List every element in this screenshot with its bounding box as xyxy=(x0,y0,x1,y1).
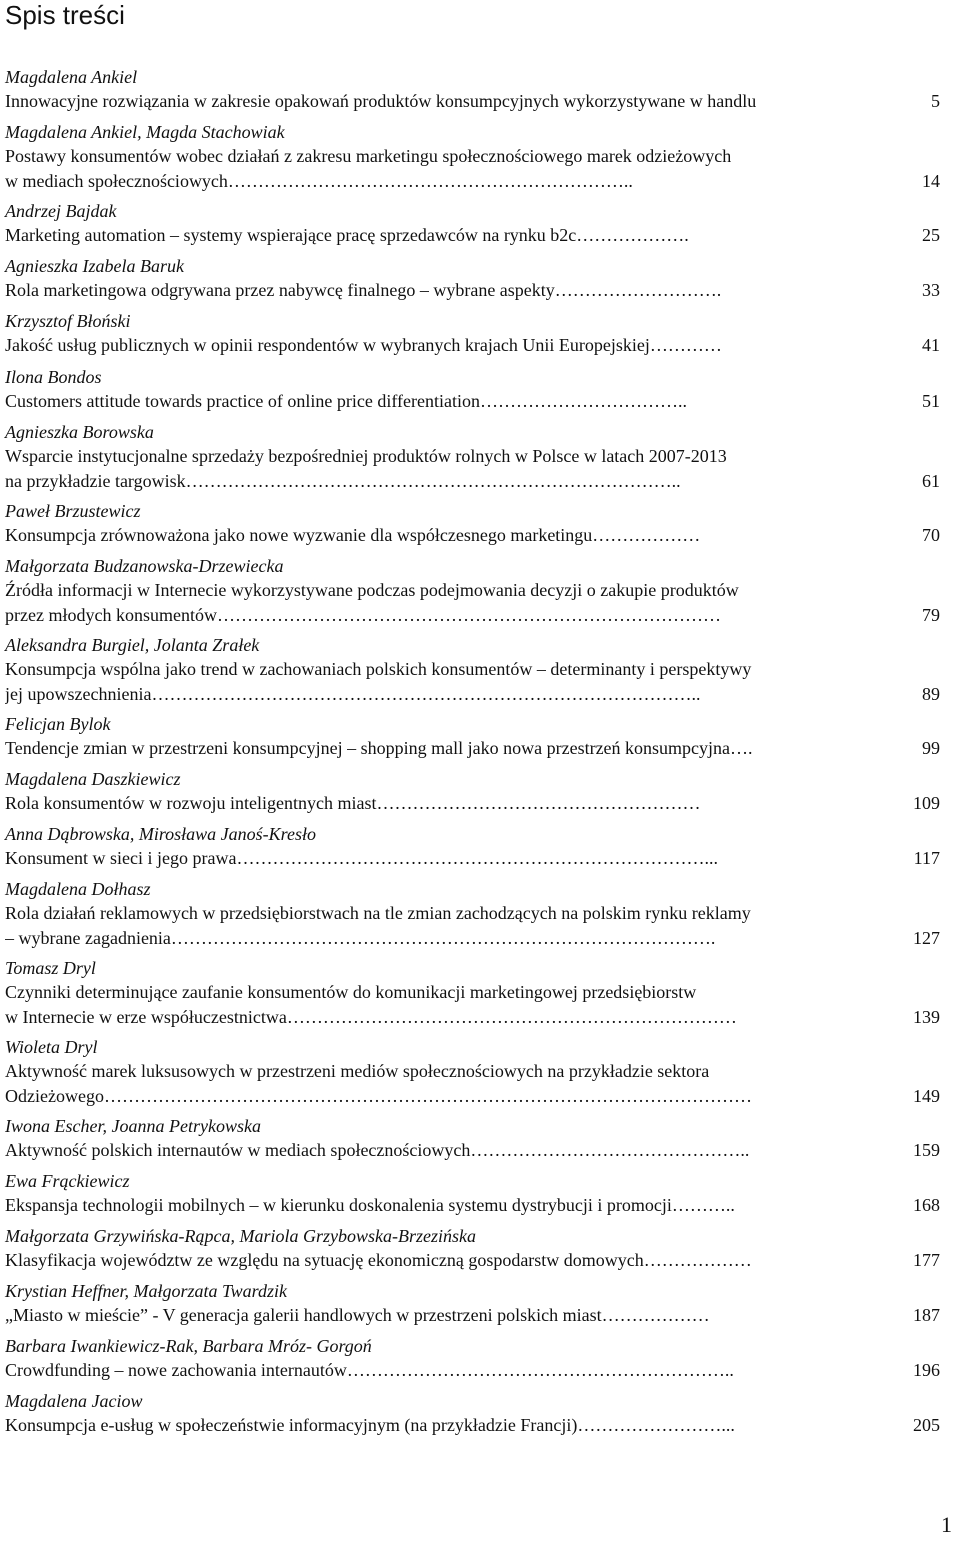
entry-title-line: Źródła informacji w Internecie wykorzystywane podczas podejmowania decyzji o zakupie produktów xyxy=(5,580,739,600)
toc-entry xyxy=(5,1335,940,1383)
entry-title xyxy=(5,1193,940,1218)
entry-author: Iwona Escher, Joanna Petrykowska xyxy=(5,1116,261,1136)
entry-author: Anna Dąbrowska, Mirosława Janoś-Kresło xyxy=(5,824,317,844)
entry-title-line: Postawy konsumentów wobec działań z zakresu marketingu społecznościowego marek odzieżowych xyxy=(5,146,732,166)
entry-page-number: 33 xyxy=(922,280,940,300)
toc-entry xyxy=(5,1390,940,1438)
entry-title-line: Konsumpcja wspólna jako trend w zachowaniach polskich konsumentów – determinanty i perspektywy xyxy=(5,659,752,679)
entry-author: Małgorzata Grzywińska-Rąpca, Mariola Grzybowska-Brzezińska xyxy=(5,1226,476,1246)
entry-author: Agnieszka Borowska xyxy=(5,422,154,442)
entry-page-number: 149 xyxy=(913,1085,940,1106)
entry-title xyxy=(5,1303,940,1328)
entry-title-line: Tendencje zmian w przestrzeni konsumpcyjnej – shopping mall jako nowa przestrzeń konsumpcyjna…. xyxy=(5,738,753,758)
entry-title-line: na przykładzie targowisk……………………………………………………………………….. xyxy=(5,470,681,491)
entry-author: Magdalena Jaciow xyxy=(5,1391,143,1411)
entry-page-number: 99 xyxy=(922,738,940,758)
entry-page-number: 89 xyxy=(922,683,940,704)
toc-entry xyxy=(5,1036,940,1108)
entry-title-line: Rola marketingowa odgrywana przez nabywcę finalnego – wybrane aspekty………………………. xyxy=(5,280,722,300)
entry-title xyxy=(5,89,940,114)
toc-entry xyxy=(5,366,940,414)
toc-entry xyxy=(5,713,940,761)
entry-title-line: „Miasto w mieście” - V generacja galerii handlowych w przestrzeni polskich miast……………… xyxy=(5,1305,710,1325)
entry-page-number: 79 xyxy=(922,604,940,625)
entry-author: Barbara Iwankiewicz-Rak, Barbara Mróz- Gorgoń xyxy=(5,1336,372,1356)
entry-title-line: w mediach społecznościowych………………………………………………………….. xyxy=(5,170,633,191)
entry-author: Magdalena Dołhasz xyxy=(5,879,151,899)
entry-page-number: 187 xyxy=(913,1305,940,1325)
entry-page-number: 139 xyxy=(913,1006,940,1027)
entry-title-line: jej upowszechnienia……………………………………………………………………………….. xyxy=(5,683,701,704)
entry-title xyxy=(5,223,940,248)
toc-entry xyxy=(5,957,940,1029)
entry-page-number: 205 xyxy=(913,1415,940,1435)
entry-page-number: 159 xyxy=(913,1140,940,1160)
entry-title xyxy=(5,1358,940,1383)
entry-page-number: 177 xyxy=(913,1250,940,1270)
entry-author: Krzysztof Błoński xyxy=(5,311,131,331)
page-title: Spis treści xyxy=(5,0,125,30)
toc-entry xyxy=(5,200,940,248)
entry-author: Ilona Bondos xyxy=(5,367,102,387)
entry-title xyxy=(5,1138,940,1163)
entry-title xyxy=(5,1413,940,1438)
entry-title-line: Ekspansja technologii mobilnych – w kierunku doskonalenia systemu dystrybucji i promocji……….. xyxy=(5,1195,735,1215)
toc-entry xyxy=(5,500,940,548)
entry-title xyxy=(5,144,940,193)
entry-title-line: Konsumpcja e-usług w społeczeństwie informacyjnym (na przykładzie Francji)……………………... xyxy=(5,1415,735,1435)
entry-page-number: 109 xyxy=(913,793,940,813)
entry-title-line: Rola konsumentów w rozwoju inteligentnych miast……………………………………………… xyxy=(5,793,701,813)
toc-entry xyxy=(5,1280,940,1328)
entry-page-number: 196 xyxy=(913,1360,940,1380)
entry-title xyxy=(5,980,940,1029)
page-folio: 1 xyxy=(941,1512,952,1537)
toc-entry xyxy=(5,1170,940,1218)
entry-title xyxy=(5,333,940,358)
toc-entry xyxy=(5,66,940,114)
entry-author: Magdalena Ankiel xyxy=(5,67,138,87)
entry-page-number: 117 xyxy=(913,848,940,868)
entry-title-line: Wsparcie instytucjonalne sprzedaży bezpośredniej produktów rolnych w Polsce w latach 2007-2013 xyxy=(5,446,727,466)
toc-entry xyxy=(5,310,940,358)
entry-title-line: Aktywność marek luksusowych w przestrzeni mediów społecznościowych na przykładzie sektora xyxy=(5,1061,710,1081)
entry-title xyxy=(5,791,940,816)
entry-page-number: 51 xyxy=(922,391,940,411)
toc-entry xyxy=(5,421,940,493)
entry-title-line: Aktywność polskich internautów w mediach społecznościowych……………………………………….. xyxy=(5,1140,750,1160)
entry-title-line: Rola działań reklamowych w przedsiębiorstwach na tle zmian zachodzących na polskim rynku reklamy xyxy=(5,903,751,923)
toc-entry xyxy=(5,878,940,950)
entry-author: Aleksandra Burgiel, Jolanta Zrałek xyxy=(5,635,260,655)
entry-page-number: 127 xyxy=(913,927,940,948)
entry-title-line: Customers attitude towards practice of online price differentiation…………………………….. xyxy=(5,391,688,411)
entry-title-line: przez młodych konsumentów………………………………………………………………………… xyxy=(5,604,721,625)
entry-author: Ewa Frąckiewicz xyxy=(5,1171,130,1191)
entry-page-number: 61 xyxy=(922,470,940,491)
entry-author: Magdalena Ankiel, Magda Stachowiak xyxy=(5,122,285,142)
entry-title xyxy=(5,578,940,627)
toc-entry xyxy=(5,1115,940,1163)
toc-entry xyxy=(5,634,940,706)
entry-author: Agnieszka Izabela Baruk xyxy=(5,256,184,276)
entry-author: Felicjan Bylok xyxy=(5,714,111,734)
entry-title xyxy=(5,736,940,761)
toc-entry xyxy=(5,1225,940,1273)
entry-title xyxy=(5,523,940,548)
entry-title-line: Jakość usług publicznych w opinii respondentów w wybranych krajach Unii Europejskiej………… xyxy=(5,335,722,355)
toc-entry xyxy=(5,823,940,871)
entry-title xyxy=(5,278,940,303)
entry-title-line: Innowacyjne rozwiązania w zakresie opakowań produktów konsumpcyjnych wykorzystywane w handlu xyxy=(5,91,757,111)
entry-title-line: Crowdfunding – nowe zachowania internautów……………………………………………………….. xyxy=(5,1360,734,1380)
entry-title-line: – wybrane zagadnienia………………………………………………………………………………. xyxy=(5,927,716,948)
entry-author: Małgorzata Budzanowska-Drzewiecka xyxy=(5,556,284,576)
entry-title xyxy=(5,1248,940,1273)
entry-author: Tomasz Dryl xyxy=(5,958,96,978)
entry-title-line: Odzieżowego……………………………………………………………………………………………… xyxy=(5,1085,752,1106)
entry-page-number: 168 xyxy=(913,1195,940,1215)
entry-page-number: 5 xyxy=(931,91,940,111)
toc-entry xyxy=(5,121,940,193)
toc-entry xyxy=(5,255,940,303)
entry-author: Andrzej Bajdak xyxy=(5,201,117,221)
entry-author: Krystian Heffner, Małgorzata Twardzik xyxy=(5,1281,288,1301)
toc-entry xyxy=(5,768,940,816)
entry-author: Magdalena Daszkiewicz xyxy=(5,769,181,789)
entry-page-number: 14 xyxy=(922,170,940,191)
entry-title xyxy=(5,1059,940,1108)
entry-title xyxy=(5,901,940,950)
entry-page-number: 70 xyxy=(922,525,940,545)
entry-page-number: 25 xyxy=(922,225,940,245)
entry-title xyxy=(5,389,940,414)
entry-title-line: Konsumpcja zrównoważona jako nowe wyzwanie dla współczesnego marketingu……………… xyxy=(5,525,701,545)
entry-title-line: Konsument w sieci i jego prawa……………………………………………………………………... xyxy=(5,848,718,868)
entry-title xyxy=(5,846,940,871)
entry-title-line: w Internecie w erze współuczestnictwa………………………………………………………………… xyxy=(5,1006,737,1027)
toc-entry xyxy=(5,555,940,627)
entry-author: Wioleta Dryl xyxy=(5,1037,98,1057)
entry-title-line: Klasyfikacja województw ze względu na sytuację ekonomiczną gospodarstw domowych……………… xyxy=(5,1250,752,1270)
entry-title-line: Czynniki determinujące zaufanie konsumentów do komunikacji marketingowej przedsiębiorstw xyxy=(5,982,697,1002)
entry-page-number: 41 xyxy=(922,335,940,355)
entry-title xyxy=(5,444,940,493)
entry-title-line: Marketing automation – systemy wspierające pracę sprzedawców na rynku b2c………………. xyxy=(5,225,689,245)
entry-author: Paweł Brzustewicz xyxy=(5,501,141,521)
entry-title xyxy=(5,657,940,706)
